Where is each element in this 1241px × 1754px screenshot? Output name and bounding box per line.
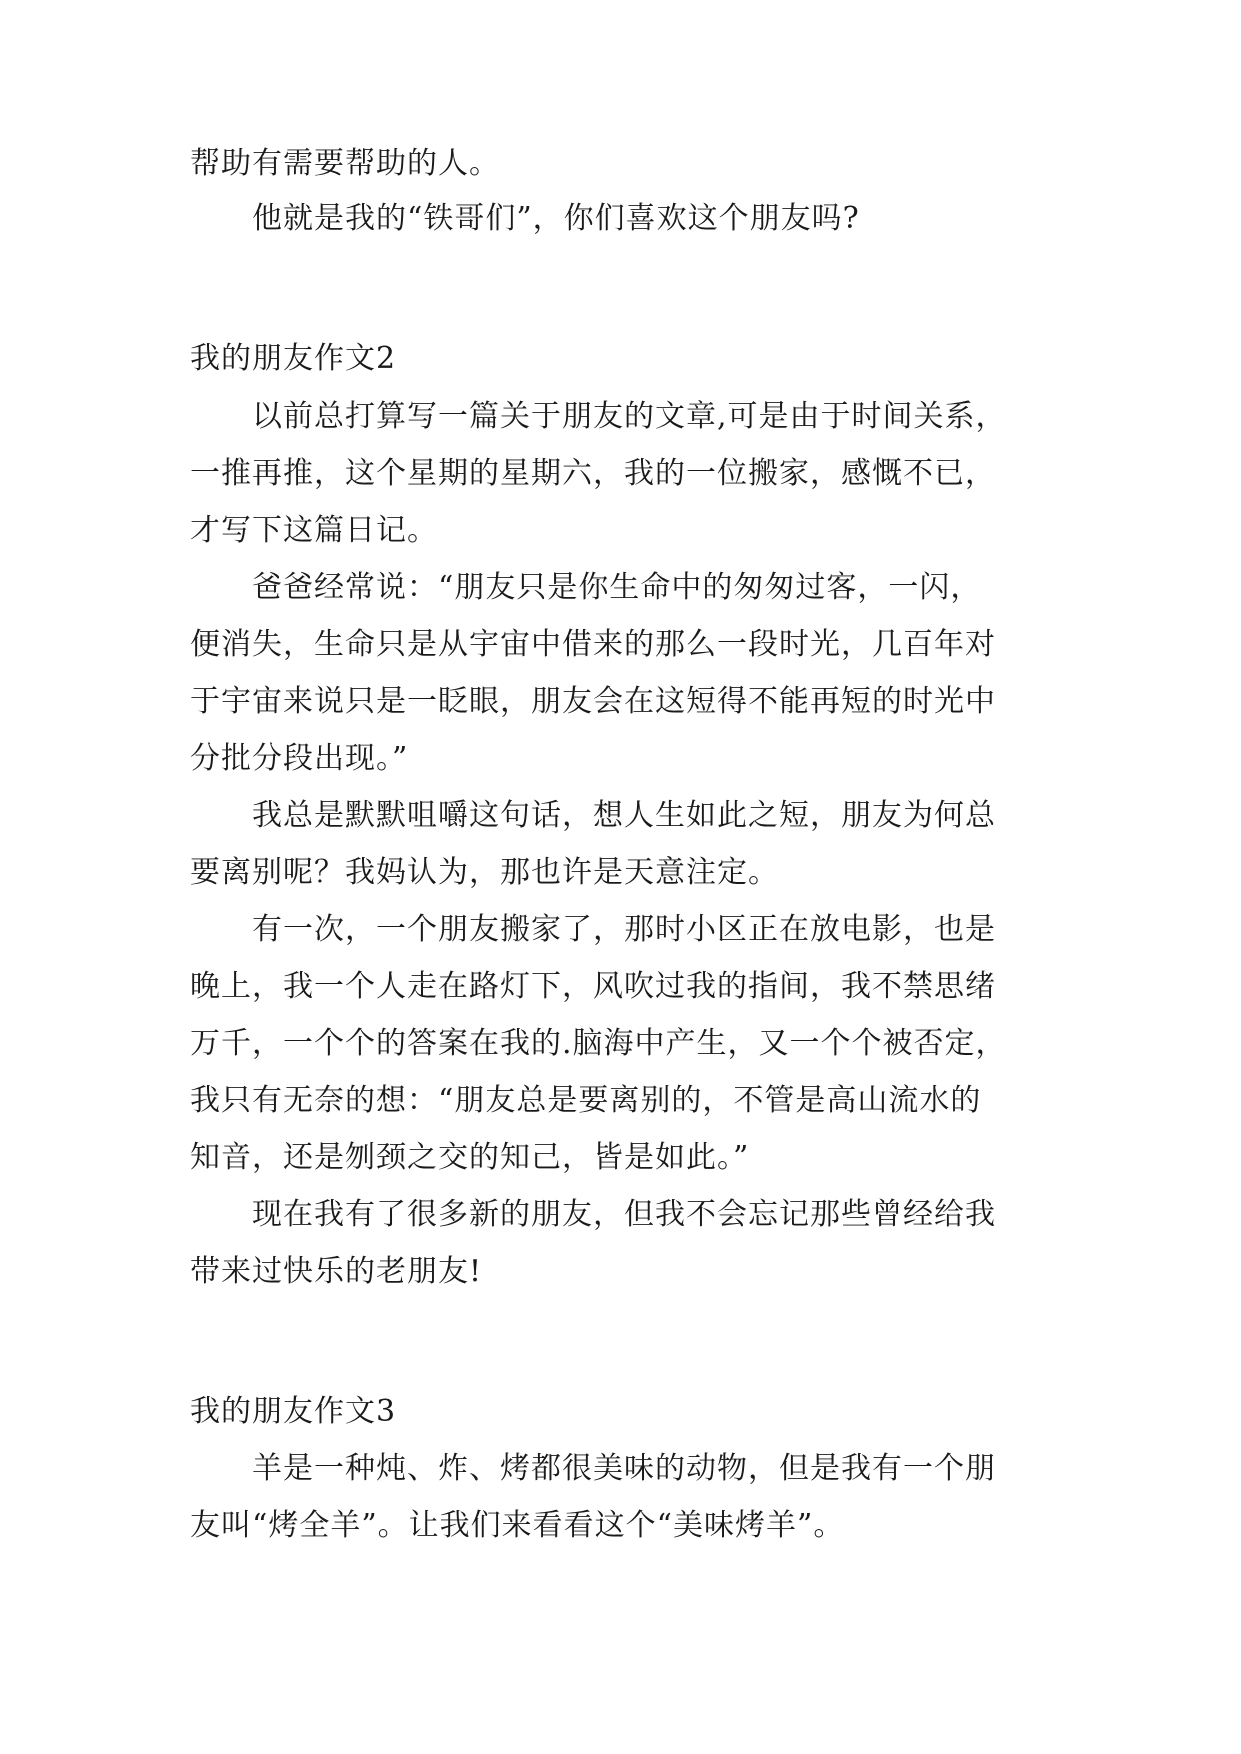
paragraph-line: 帮助有需要帮助的人。	[190, 146, 500, 181]
paragraph-line: 万千，一个个的答案在我的.脑海中产生，又一个个被否定，	[190, 1026, 1007, 1061]
paragraph-line: 他就是我的“铁哥们”，你们喜欢这个朋友吗?	[252, 201, 860, 236]
paragraph-line: 知音，还是刎颈之交的知己，皆是如此。”	[190, 1140, 750, 1175]
paragraph-line: 现在我有了很多新的朋友，但我不会忘记那些曾经给我	[252, 1197, 996, 1232]
paragraph-line: 于宇宙来说只是一眨眼，朋友会在这短得不能再短的时光中	[190, 684, 996, 719]
paragraph-line: 我总是默默咀嚼这句话，想人生如此之短，朋友为何总	[252, 798, 996, 833]
paragraph-line: 分批分段出现。”	[190, 741, 409, 776]
section-heading: 我的朋友作文3	[190, 1394, 397, 1429]
paragraph-line: 爸爸经常说：“朋友只是你生命中的匆匆过客，一闪，	[252, 570, 982, 605]
paragraph-line: 羊是一种炖、炸、烤都很美味的动物，但是我有一个朋	[252, 1451, 996, 1486]
paragraph-line: 以前总打算写一篇关于朋友的文章,可是由于时间关系，	[252, 399, 1007, 434]
paragraph-line: 才写下这篇日记。	[190, 513, 438, 548]
section-heading: 我的朋友作文2	[190, 341, 397, 376]
paragraph-line: 有一次，一个朋友搬家了，那时小区正在放电影，也是	[252, 912, 996, 947]
paragraph-line: 晚上，我一个人走在路灯下，风吹过我的指间，我不禁思绪	[190, 969, 996, 1004]
paragraph-line: 便消失，生命只是从宇宙中借来的那么一段时光，几百年对	[190, 627, 996, 662]
paragraph-line: 我只有无奈的想：“朋友总是要离别的，不管是高山流水的	[190, 1083, 982, 1118]
paragraph-line: 带来过快乐的老朋友!	[190, 1254, 483, 1289]
paragraph-line: 友叫“烤全羊”。让我们来看看这个“美味烤羊”。	[190, 1508, 845, 1543]
paragraph-line: 一推再推，这个星期的星期六，我的一位搬家，感慨不已，	[190, 456, 996, 491]
paragraph-line: 要离别呢？我妈认为，那也许是天意注定。	[190, 855, 779, 890]
